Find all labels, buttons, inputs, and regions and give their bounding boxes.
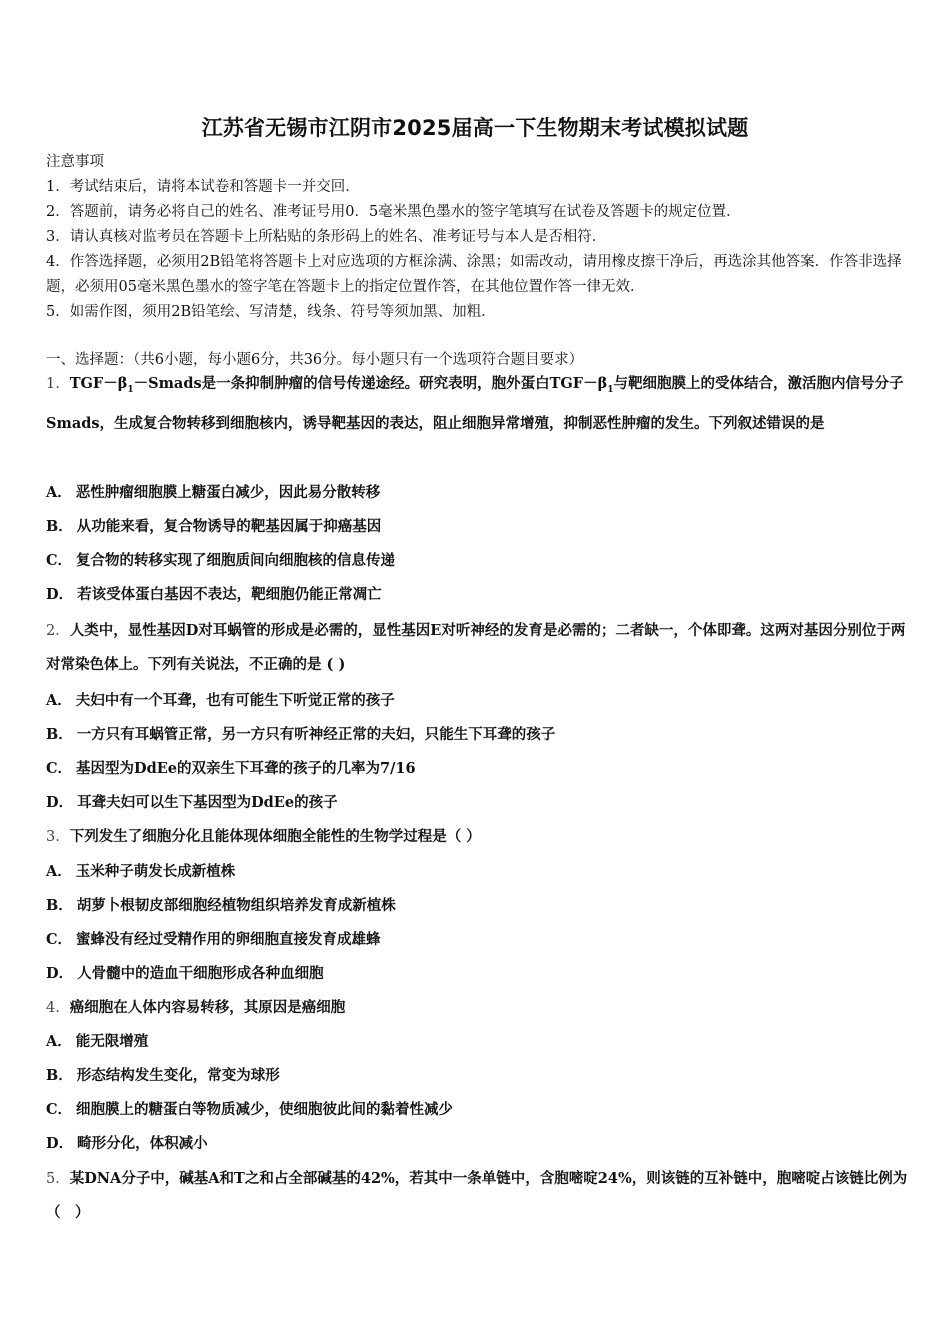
question-4 — [46, 991, 908, 1025]
option-2a — [46, 690, 908, 712]
option-text: 胡萝卜根韧皮部细胞经植物组织培养发育成新植株 — [76, 897, 396, 914]
option-1b — [46, 516, 908, 538]
option-text: 玉米种子萌发长成新植株 — [75, 863, 236, 880]
option-1d — [46, 584, 908, 606]
option-letter: B． — [46, 518, 73, 535]
option-text: 人骨髓中的造血干细胞形成各种血细胞 — [77, 965, 324, 982]
option-letter: B． — [46, 897, 73, 914]
option-letter: C． — [46, 1101, 73, 1118]
option-3c — [46, 929, 908, 951]
option-text: 能无限增殖 — [75, 1033, 149, 1050]
option-text: 复合物的转移实现了细胞质间向细胞核的信息传递 — [76, 552, 396, 569]
option-text: 一方只有耳蜗管正常，另一方只有听神经正常的夫妇，只能生下耳聋的孩子 — [76, 726, 556, 743]
option-4c — [46, 1099, 908, 1121]
option-text: 蜜蜂没有经过受精作用的卵细胞直接发育成雄蜂 — [76, 931, 381, 948]
option-letter: A． — [46, 692, 72, 709]
question-number: 4． — [46, 1000, 70, 1016]
question-stem: 癌细胞在人体内容易转移，其原因是癌细胞 — [69, 999, 346, 1016]
option-3a — [46, 861, 908, 883]
question-stem-part: TGF－β — [69, 375, 128, 392]
option-2b — [46, 724, 908, 746]
option-text: 恶性肿瘤细胞膜上糖蛋白减少，因此易分散转移 — [75, 484, 381, 501]
question-1 — [46, 367, 908, 441]
option-letter: B． — [46, 1067, 73, 1084]
option-3b — [46, 895, 908, 917]
question-stem: 下列发生了细胞分化且能体现体细胞全能性的生物学过程是（ ） — [69, 828, 481, 845]
option-1c — [46, 550, 908, 572]
option-text: 基因型为DdEe的双亲生下耳聋的孩子的几率为7/16 — [76, 760, 416, 777]
option-2d — [46, 792, 908, 814]
option-letter: C． — [46, 760, 73, 777]
notice-item-1: 1．考试结束后，请将本试卷和答题卡一并交回． — [46, 179, 360, 195]
question-stem-part: 与靶细胞膜上的受体结合，激活胞内信号分子Smads，生成复合物转移到细胞核内，诱导靶基因的表达，阻止细胞异常增殖，抑制恶性肿瘤的发生。下列叙述错误的是 — [46, 375, 904, 432]
option-letter: D． — [46, 1135, 74, 1152]
notice-item-2: 2．答题前，请务必将自己的姓名、准考证号用0．5毫米黑色墨水的签字笔填写在试卷及答题卡的规定位置． — [46, 204, 741, 220]
option-1a — [46, 482, 908, 504]
option-letter: A． — [46, 484, 72, 501]
exam-title: 江苏省无锡市江阴市2025届高一下生物期末考试模拟试题 — [201, 116, 749, 140]
notice-item-4: 4．作答选择题，必须用2B铅笔将答题卡上对应选项的方框涂满、涂黑；如需改动，请用橡皮擦干净后，再选涂其他答案．作答非选择题，必须用05毫米黑色墨水的签字笔在答题卡上的指定位置作答，在其他位置作答一律无效． — [46, 254, 902, 295]
question-5 — [46, 1162, 908, 1230]
option-text: 细胞膜上的糖蛋白等物质减少，使细胞彼此间的黏着性减少 — [76, 1101, 454, 1118]
question-stem: 人类中，显性基因D对耳蜗管的形成是必需的，显性基因E对听神经的发育是必需的；二者缺一，个体即聋。这两对基因分别位于两对常染色体上。下列有关说法，不正确的是 ( ) — [46, 622, 906, 673]
option-text: 形态结构发生变化，常变为球形 — [76, 1067, 280, 1084]
notice-heading: 注意事项 — [46, 154, 104, 170]
notice-block — [46, 150, 916, 325]
option-2c — [46, 758, 908, 780]
question-stem: 某DNA分子中，碱基A和T之和占全部碱基的42%，若其中一条单链中，含胞嘧啶24%，则该链的互补链中，胞嘧啶占该链比例为（ ） — [46, 1170, 908, 1221]
option-4a — [46, 1031, 908, 1053]
question-number: 2． — [46, 623, 70, 639]
option-letter: C． — [46, 552, 73, 569]
option-4b — [46, 1065, 908, 1087]
option-3d — [46, 963, 908, 985]
option-text: 夫妇中有一个耳聋，也有可能生下听觉正常的孩子 — [75, 692, 395, 709]
option-letter: D． — [46, 794, 74, 811]
option-letter: D． — [46, 965, 74, 982]
option-letter: D． — [46, 586, 74, 603]
option-letter: A． — [46, 1033, 72, 1050]
option-text: 从功能来看，复合物诱导的靶基因属于抑癌基因 — [76, 518, 382, 535]
question-2 — [46, 614, 908, 682]
option-4d — [46, 1133, 908, 1155]
subscript: 1 — [607, 384, 614, 395]
question-stem-part: －Smads是一条抑制肿瘤的信号传递途经。研究表明，胞外蛋白TGF－β — [133, 375, 608, 392]
option-text: 耳聋夫妇可以生下基因型为DdEe的孩子 — [77, 794, 338, 811]
notice-item-3: 3．请认真核对监考员在答题卡上所粘贴的条形码上的姓名、准考证号与本人是否相符． — [46, 229, 607, 245]
question-number: 5． — [46, 1171, 70, 1187]
option-text: 若该受体蛋白基因不表达，靶细胞仍能正常凋亡 — [77, 586, 382, 603]
question-3 — [46, 820, 908, 854]
option-text: 畸形分化，体积减小 — [77, 1135, 208, 1152]
option-letter: B． — [46, 726, 73, 743]
subscript: 1 — [127, 384, 134, 395]
question-number: 1． — [46, 376, 70, 392]
notice-item-5: 5．如需作图，须用2B铅笔绘、写清楚，线条、符号等须加黑、加粗． — [46, 304, 496, 320]
option-letter: A． — [46, 863, 72, 880]
question-number: 3． — [46, 829, 70, 845]
section-heading: 一、选择题：（共6小题，每小题6分，共36分。每小题只有一个选项符合题目要求） — [46, 352, 584, 368]
option-letter: C． — [46, 931, 73, 948]
